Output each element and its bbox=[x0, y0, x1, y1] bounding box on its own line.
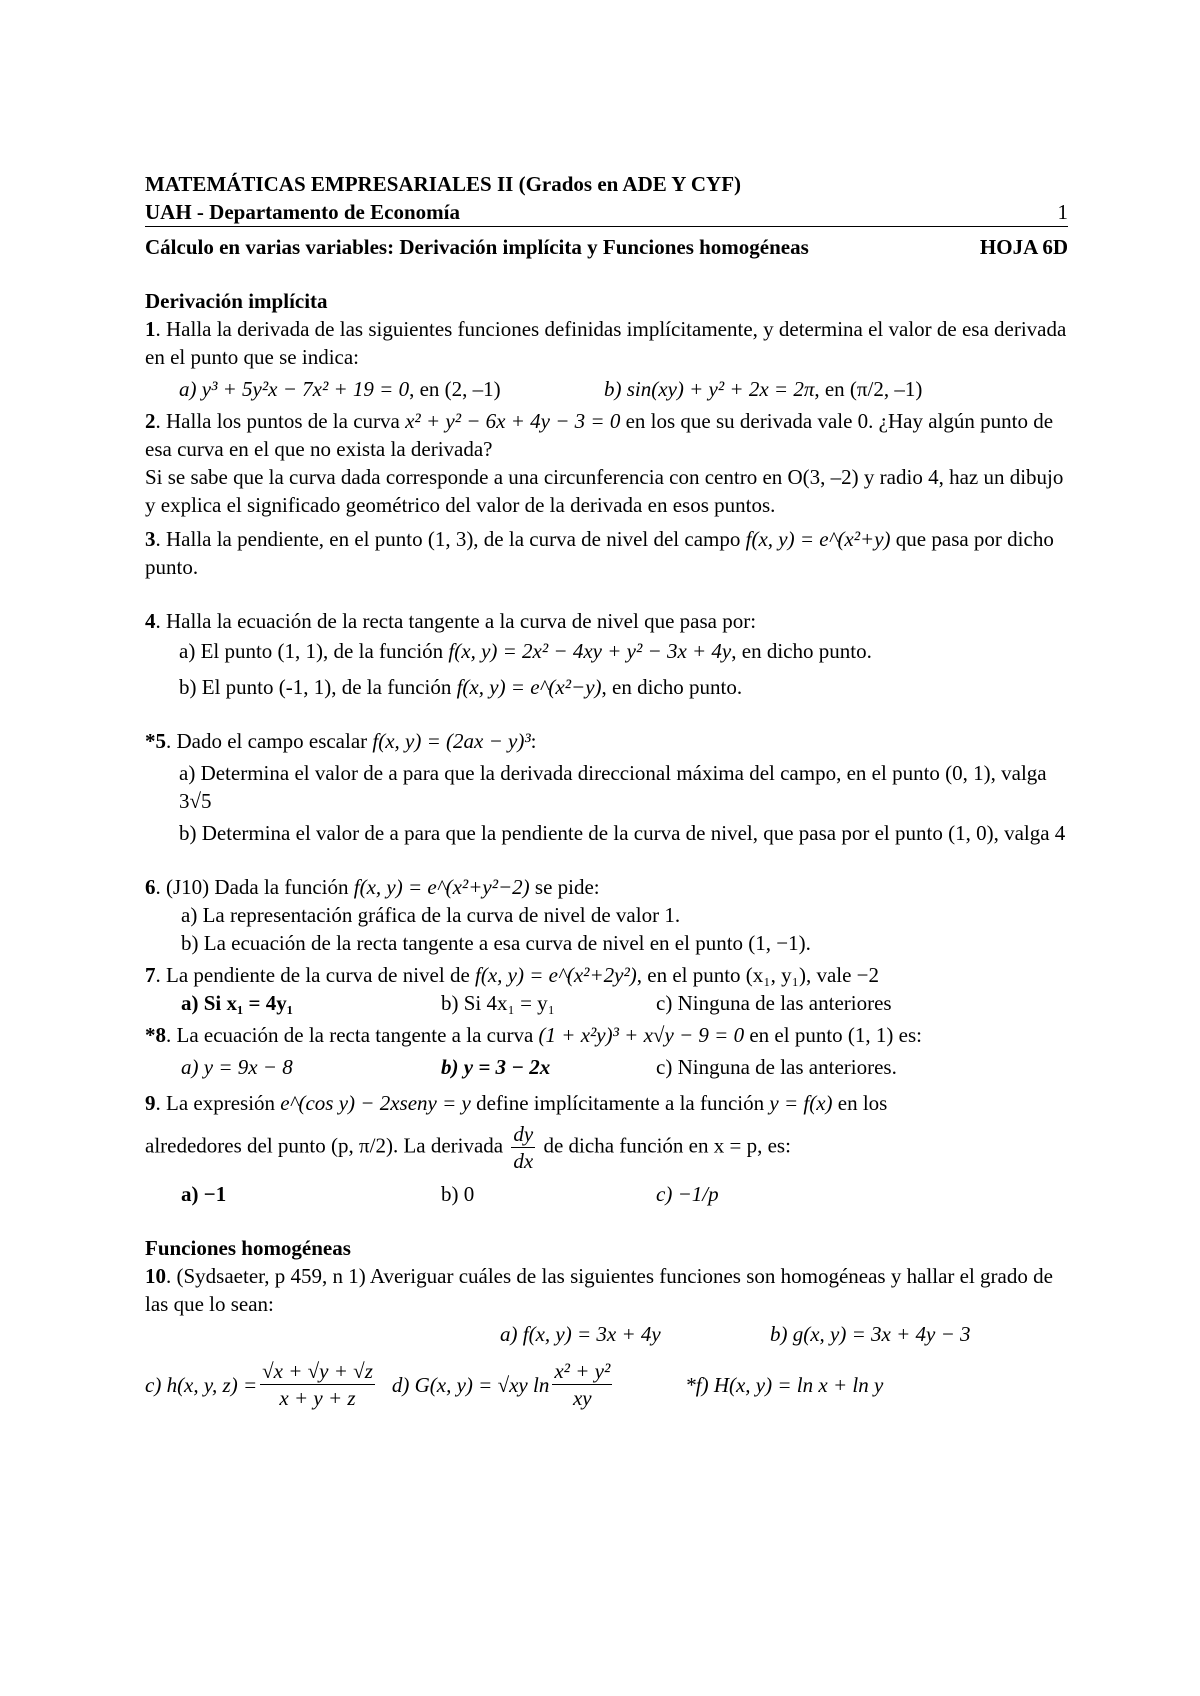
function-d-fraction bbox=[552, 1358, 612, 1411]
problem-number: *8 bbox=[145, 1023, 166, 1047]
problem-4 bbox=[145, 607, 1068, 635]
problem-4-a bbox=[145, 637, 1068, 665]
option-c: c) Ninguna de las anteriores bbox=[656, 991, 892, 1015]
problem-text: en los que su derivada vale 0. ¿Hay algún punto de esa curva en el que no exista la derivada? bbox=[145, 409, 1054, 461]
department-row bbox=[145, 198, 1068, 227]
problem-3 bbox=[145, 525, 1068, 581]
problem-5 bbox=[145, 727, 1068, 755]
equation: f(x, y) = e^(x²+y²−2) bbox=[353, 875, 530, 899]
problem-number: 10 bbox=[145, 1264, 166, 1288]
problem-text: . Halla la ecuación de la recta tangente a la curva de nivel que pasa por: bbox=[155, 609, 757, 633]
problem-text: , en el punto (x₁, y₁), vale −2 bbox=[636, 963, 880, 987]
problem-text: . La ecuación de la recta tangente a la curva bbox=[166, 1023, 539, 1047]
problem-text: . La expresión bbox=[155, 1091, 281, 1115]
equation: (1 + x²y)³ + x√y − 9 = 0 bbox=[538, 1023, 745, 1047]
problem-text: en el punto (1, 1) es: bbox=[744, 1023, 922, 1047]
problem-number: 9 bbox=[145, 1091, 156, 1115]
problem-number: 7 bbox=[145, 963, 156, 987]
topic-title: Cálculo en varias variables: Derivación implícita y Funciones homogéneas bbox=[145, 235, 809, 259]
problem-1 bbox=[145, 315, 1068, 371]
problem-9-cont bbox=[145, 1121, 1068, 1174]
function-c-label: c) h(x, y, z) = bbox=[145, 1372, 258, 1397]
equation: f(x, y) = 2x² − 4xy + y² − 3x + 4y bbox=[448, 639, 732, 663]
problem-2 bbox=[145, 407, 1068, 463]
topic-row bbox=[145, 233, 1068, 261]
problem-2-geometry: Si se sabe que la curva dada corresponde a una circunferencia con centro en O(3, –2) y radio 4, haz un dibujo y explica el significado geométrico del valor de la derivada en esos puntos. bbox=[145, 465, 1064, 517]
problem-10-ab bbox=[145, 1320, 1068, 1348]
item-text: b) El punto (-1, 1), de la función bbox=[179, 675, 457, 699]
point: , en (π/2, –1) bbox=[814, 377, 923, 401]
problem-number: 2 bbox=[145, 409, 156, 433]
equation: f(x, y) = (2ax − y)³ bbox=[372, 729, 531, 753]
option-a: a) Si x₁ = 4y₁ bbox=[181, 991, 294, 1015]
problem-7 bbox=[145, 961, 1068, 989]
problem-6 bbox=[145, 873, 1068, 901]
course-title: MATEMÁTICAS EMPRESARIALES II (Grados en ADE Y CYF) bbox=[145, 172, 742, 196]
option-a: a) −1 bbox=[181, 1182, 227, 1206]
section-implicit: Derivación implícita bbox=[145, 289, 328, 313]
function-d-label: d) G(x, y) = √xy ln bbox=[391, 1372, 550, 1397]
problem-text: . (Sydsaeter, p 459, n 1) Averiguar cuáles de las siguientes funciones son homogéneas y hallar el grado de las que lo sean: bbox=[145, 1264, 1053, 1316]
problem-text: en los bbox=[832, 1091, 888, 1115]
problem-5-a: a) Determina el valor de a para que la derivada direccional máxima del campo, en el punto (0, 1), valga 3√5 bbox=[179, 761, 1047, 813]
problem-5-b: b) Determina el valor de a para que la pendiente de la curva de nivel, que pasa por el punto (1, 0), valga 4 bbox=[179, 821, 1066, 845]
point: , en (2, –1) bbox=[409, 377, 501, 401]
item-text: a) El punto (1, 1), de la función bbox=[179, 639, 449, 663]
problem-9 bbox=[145, 1089, 1068, 1117]
problem-text: . (J10) Dada la función bbox=[155, 875, 354, 899]
equation: f(x, y) = e^(x²−y) bbox=[456, 675, 602, 699]
fraction-numerator: √x + √y + √z bbox=[262, 1359, 373, 1383]
problem-number: *5 bbox=[145, 729, 166, 753]
problem-number: 3 bbox=[145, 527, 156, 551]
problem-7-options bbox=[145, 989, 1068, 1017]
fraction-numerator: x² + y² bbox=[554, 1359, 611, 1383]
problem-6-b: b) La ecuación de la recta tangente a esa curva de nivel en el punto (1, −1). bbox=[181, 931, 811, 955]
problem-text: : bbox=[530, 729, 537, 753]
problem-text: que pasa por dicho punto. bbox=[145, 527, 1054, 579]
option-c: c) −1/p bbox=[656, 1182, 719, 1206]
problem-1-items bbox=[145, 375, 1068, 403]
problem-text: . Halla la derivada de las siguientes funciones definidas implícitamente, y determina el valor de esa derivada en el punto que se indica: bbox=[145, 317, 1067, 369]
option-b: b) Si 4x₁ = y₁ bbox=[441, 991, 555, 1015]
problem-number: 6 bbox=[145, 875, 156, 899]
problem-6-a: a) La representación gráfica de la curva de nivel de valor 1. bbox=[181, 903, 681, 927]
worksheet-page bbox=[145, 170, 1068, 1411]
problem-10-cdf bbox=[145, 1358, 1068, 1411]
equation: y = f(x) bbox=[769, 1091, 833, 1115]
problem-text: se pide: bbox=[529, 875, 600, 899]
equation: f(x, y) = e^(x²+2y²) bbox=[475, 963, 637, 987]
item-text: , en dicho punto. bbox=[731, 639, 872, 663]
item-b bbox=[604, 375, 922, 403]
equation: f(x, y) = e^(x²+y) bbox=[745, 527, 891, 551]
problem-text: . La pendiente de la curva de nivel de bbox=[155, 963, 476, 987]
problem-text: . Halla los puntos de la curva bbox=[155, 409, 406, 433]
fraction-denominator: xy bbox=[572, 1386, 592, 1410]
problem-4-b bbox=[145, 673, 1068, 701]
problem-text: define implícitamente a la función bbox=[470, 1091, 770, 1115]
function-c-fraction bbox=[260, 1358, 375, 1411]
fraction-denominator: x + y + z bbox=[279, 1386, 356, 1410]
option-a: a) y = 9x − 8 bbox=[181, 1055, 293, 1079]
problem-number: 4 bbox=[145, 609, 156, 633]
problem-text: . Dado el campo escalar bbox=[166, 729, 373, 753]
problem-8 bbox=[145, 1021, 1068, 1049]
function-a: a) f(x, y) = 3x + 4y bbox=[500, 1322, 661, 1346]
problem-8-options bbox=[145, 1053, 1068, 1081]
item-a bbox=[179, 375, 604, 403]
item-text: , en dicho punto. bbox=[601, 675, 743, 699]
problem-9-options bbox=[145, 1180, 1068, 1208]
derivative-fraction bbox=[511, 1121, 535, 1174]
problem-text: . Halla la pendiente, en el punto (1, 3), de la curva de nivel del campo bbox=[155, 527, 746, 551]
section-homogeneous: Funciones homogéneas bbox=[145, 1236, 351, 1260]
function-f: *f) H(x, y) = ln x + ln y bbox=[685, 1372, 884, 1397]
problem-text: alrededores del punto (p, π/2). La derivada bbox=[145, 1133, 509, 1158]
problem-10 bbox=[145, 1262, 1068, 1318]
option-c: c) Ninguna de las anteriores. bbox=[656, 1055, 897, 1079]
fraction-denominator: dx bbox=[513, 1149, 534, 1173]
equation: x² + y² − 6x + 4y − 3 = 0 bbox=[405, 409, 621, 433]
equation: b) sin(xy) + y² + 2x = 2π bbox=[604, 377, 815, 401]
equation: e^(cos y) − 2xseny = y bbox=[280, 1091, 471, 1115]
problem-number: 1 bbox=[145, 317, 156, 341]
equation: a) y³ + 5y²x − 7x² + 19 = 0 bbox=[179, 377, 410, 401]
fraction-numerator: dy bbox=[513, 1122, 534, 1146]
problem-text: de dicha función en x = p, es: bbox=[538, 1133, 791, 1158]
sheet-label: HOJA 6D bbox=[979, 235, 1068, 259]
page-number: 1 bbox=[1057, 200, 1068, 224]
option-b: b) 0 bbox=[441, 1182, 475, 1206]
option-b: b) y = 3 − 2x bbox=[441, 1055, 551, 1079]
department-name: UAH - Departamento de Economía bbox=[145, 200, 460, 224]
function-b: b) g(x, y) = 3x + 4y − 3 bbox=[770, 1322, 971, 1346]
